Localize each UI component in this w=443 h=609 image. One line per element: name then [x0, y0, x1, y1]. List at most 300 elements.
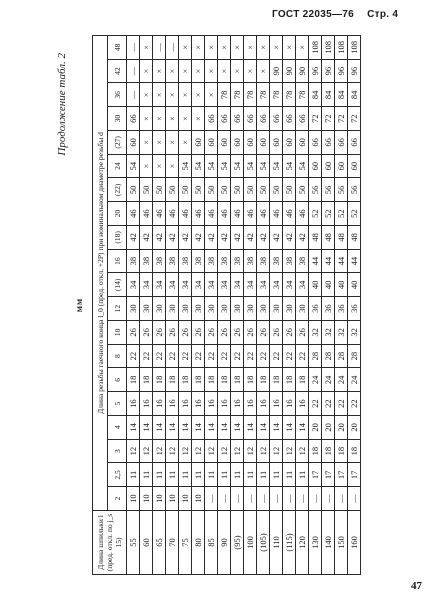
thread-length-cell: 11 — [283, 463, 296, 487]
table-row — [335, 36, 348, 575]
thread-length-cell: 12 — [179, 439, 192, 463]
thread-length-cell: 34 — [218, 273, 231, 297]
thread-length-cell: 60 — [244, 131, 257, 155]
thread-length-cell: 78 — [231, 83, 244, 107]
thread-length-cell: 14 — [296, 416, 309, 440]
thread-length-cell: 20 — [309, 416, 322, 440]
thread-length-cell: 17 — [335, 463, 348, 487]
diameter-header: (27) — [108, 131, 127, 155]
table-row — [296, 36, 309, 575]
thread-length-cell: 18 — [192, 368, 205, 392]
thread-length-cell: 66 — [348, 131, 361, 155]
thread-length-cell: 18 — [179, 368, 192, 392]
thread-length-cell: 12 — [140, 439, 153, 463]
thread-length-cell: 26 — [127, 321, 140, 345]
thread-length-cell: 16 — [192, 392, 205, 416]
thread-length-cell: 26 — [270, 321, 283, 345]
thread-length-cell: 56 — [335, 178, 348, 202]
diameter-header: 8 — [108, 344, 127, 368]
diameter-header: 6 — [108, 368, 127, 392]
thread-length-cell: 52 — [335, 202, 348, 226]
thread-length-cell: 60 — [309, 154, 322, 178]
thread-length-cell: 20 — [348, 416, 361, 440]
thread-length-cell: 12 — [205, 439, 218, 463]
thread-length-cell: 44 — [348, 249, 361, 273]
thread-length-cell: 12 — [166, 439, 179, 463]
thread-length-cell: 50 — [231, 178, 244, 202]
thread-length-cell: 30 — [244, 297, 257, 321]
thread-length-cell: 48 — [335, 226, 348, 250]
thread-length-cell: × — [153, 83, 166, 107]
thread-length-cell: 46 — [231, 202, 244, 226]
thread-length-cell: 46 — [218, 202, 231, 226]
thread-length-cell: × — [140, 83, 153, 107]
thread-length-cell: 28 — [309, 344, 322, 368]
thread-length-cell: 26 — [296, 321, 309, 345]
thread-length-cell: — — [270, 487, 283, 511]
thread-length-cell: — — [205, 487, 218, 511]
thread-length-cell: 46 — [205, 202, 218, 226]
table-body — [127, 36, 361, 575]
thread-length-cell: — — [231, 487, 244, 511]
thread-length-cell: 46 — [140, 202, 153, 226]
table-row — [322, 36, 335, 575]
thread-length-cell: 26 — [205, 321, 218, 345]
stud-length-cell: 80 — [192, 511, 205, 575]
thread-length-cell: 34 — [127, 273, 140, 297]
thread-length-cell: — — [335, 487, 348, 511]
thread-length-cell: 66 — [283, 107, 296, 131]
table-continuation-title: Продолжение табл. 2 — [56, 53, 68, 156]
thread-length-cell: 22 — [322, 392, 335, 416]
thread-length-cell: 50 — [166, 178, 179, 202]
thread-length-cell: 38 — [296, 249, 309, 273]
thread-length-cell: 11 — [192, 463, 205, 487]
span-header: Длина резьбы гаечного конца l_0 (пред. откл. +2P) при номинальном диаметре резьбы d — [93, 36, 108, 511]
thread-length-cell: 84 — [309, 83, 322, 107]
thread-length-cell: 72 — [322, 107, 335, 131]
thread-length-cell: 56 — [348, 178, 361, 202]
thread-length-cell: 42 — [270, 226, 283, 250]
thread-length-cell: × — [205, 59, 218, 83]
thread-length-cell: 84 — [335, 83, 348, 107]
thread-length-cell: × — [192, 36, 205, 60]
stud-length-cell: 55 — [127, 511, 140, 575]
thread-length-cell: × — [179, 36, 192, 60]
thread-length-cell: 66 — [335, 131, 348, 155]
thread-length-cell: 54 — [179, 154, 192, 178]
thread-length-cell: 54 — [127, 154, 140, 178]
thread-length-cell: 78 — [270, 83, 283, 107]
diameter-header: 24 — [108, 154, 127, 178]
thread-length-cell: 16 — [166, 392, 179, 416]
thread-length-cell: 36 — [309, 297, 322, 321]
thread-length-cell: 42 — [166, 226, 179, 250]
thread-length-cell: 14 — [283, 416, 296, 440]
thread-length-cell: 30 — [192, 297, 205, 321]
thread-length-cell: 52 — [309, 202, 322, 226]
thread-length-cell: 34 — [166, 273, 179, 297]
thread-length-cell: 50 — [296, 178, 309, 202]
thread-length-cell: 50 — [257, 178, 270, 202]
thread-length-cell: 66 — [127, 107, 140, 131]
thread-length-cell: 22 — [257, 344, 270, 368]
diameter-header: 30 — [108, 107, 127, 131]
table-row — [179, 36, 192, 575]
thread-length-cell: 34 — [192, 273, 205, 297]
stud-length-cell: 90 — [218, 511, 231, 575]
thread-length-cell: 46 — [192, 202, 205, 226]
thread-length-cell: 34 — [179, 273, 192, 297]
thread-length-cell: 22 — [140, 344, 153, 368]
thread-length-cell: 72 — [348, 107, 361, 131]
thread-length-cell: 14 — [140, 416, 153, 440]
thread-length-cell: 18 — [348, 439, 361, 463]
thread-length-cell: 30 — [153, 297, 166, 321]
thread-length-cell: × — [231, 36, 244, 60]
thread-length-cell: 44 — [322, 249, 335, 273]
thread-length-cell: × — [205, 83, 218, 107]
thread-length-cell: 54 — [283, 154, 296, 178]
thread-length-cell: 38 — [153, 249, 166, 273]
thread-length-cell: 16 — [205, 392, 218, 416]
thread-length-cell: 38 — [205, 249, 218, 273]
thread-length-cell: 42 — [192, 226, 205, 250]
thread-length-cell: 10 — [127, 487, 140, 511]
thread-length-cell: 46 — [283, 202, 296, 226]
thread-length-cell: 66 — [296, 107, 309, 131]
thread-length-cell: 10 — [166, 487, 179, 511]
thread-length-cell: 50 — [283, 178, 296, 202]
thread-length-cell: 26 — [257, 321, 270, 345]
thread-length-cell: 96 — [335, 59, 348, 83]
thread-length-cell: 60 — [335, 154, 348, 178]
diameter-header: (22) — [108, 178, 127, 202]
thread-length-cell: 66 — [205, 107, 218, 131]
thread-length-cell: 42 — [205, 226, 218, 250]
thread-length-cell: 22 — [218, 344, 231, 368]
thread-length-cell: 14 — [166, 416, 179, 440]
thread-length-cell: 42 — [257, 226, 270, 250]
thread-length-cell: 20 — [322, 416, 335, 440]
table-row — [244, 36, 257, 575]
thread-length-cell: — — [296, 487, 309, 511]
thread-length-cell: 18 — [283, 368, 296, 392]
table-row — [192, 36, 205, 575]
thread-length-cell: — — [166, 36, 179, 60]
thread-length-cell: 11 — [270, 463, 283, 487]
thread-length-cell: 30 — [205, 297, 218, 321]
thread-length-cell: 22 — [296, 344, 309, 368]
thread-length-cell: 66 — [309, 131, 322, 155]
thread-length-cell: 28 — [335, 344, 348, 368]
thread-length-cell: 38 — [140, 249, 153, 273]
thread-length-cell: × — [218, 59, 231, 83]
unit-label: мм — [74, 297, 84, 313]
thread-length-cell: × — [244, 36, 257, 60]
thread-length-cell: × — [153, 59, 166, 83]
thread-length-cell: 50 — [179, 178, 192, 202]
thread-length-cell: 52 — [348, 202, 361, 226]
thread-length-cell: 108 — [335, 36, 348, 60]
thread-length-cell: × — [140, 154, 153, 178]
thread-length-cell: 12 — [270, 439, 283, 463]
thread-length-cell: 38 — [270, 249, 283, 273]
thread-length-cell: × — [257, 59, 270, 83]
thread-length-cell: × — [192, 107, 205, 131]
diameter-header: 12 — [108, 297, 127, 321]
thread-length-cell: 18 — [244, 368, 257, 392]
thread-length-table — [92, 35, 361, 575]
thread-length-cell: 60 — [218, 131, 231, 155]
thread-length-cell: 60 — [322, 154, 335, 178]
thread-length-cell: 22 — [309, 392, 322, 416]
diameter-header: 48 — [108, 36, 127, 60]
thread-length-cell: 34 — [270, 273, 283, 297]
thread-length-cell: 30 — [127, 297, 140, 321]
thread-length-cell: 18 — [140, 368, 153, 392]
thread-length-cell: 12 — [296, 439, 309, 463]
thread-length-cell: 14 — [231, 416, 244, 440]
thread-length-cell: 108 — [348, 36, 361, 60]
stud-length-cell: 130 — [309, 511, 322, 575]
thread-length-cell: 26 — [231, 321, 244, 345]
thread-length-cell: 66 — [231, 107, 244, 131]
thread-length-cell: 54 — [218, 154, 231, 178]
thread-length-cell: 16 — [179, 392, 192, 416]
stud-length-cell: 65 — [153, 511, 166, 575]
thread-length-cell: 46 — [166, 202, 179, 226]
table-row — [166, 36, 179, 575]
thread-length-cell: × — [153, 131, 166, 155]
thread-length-cell: 22 — [179, 344, 192, 368]
thread-length-cell: 11 — [166, 463, 179, 487]
thread-length-cell: 78 — [244, 83, 257, 107]
thread-length-cell: 30 — [231, 297, 244, 321]
thread-length-cell: 22 — [270, 344, 283, 368]
stud-length-cell: 110 — [270, 511, 283, 575]
thread-length-cell: 50 — [127, 178, 140, 202]
thread-length-cell: 48 — [348, 226, 361, 250]
thread-length-cell: 108 — [309, 36, 322, 60]
stud-length-cell: 60 — [140, 511, 153, 575]
stud-length-cell: (105) — [257, 511, 270, 575]
thread-length-cell: 18 — [296, 368, 309, 392]
stud-length-cell: 75 — [179, 511, 192, 575]
corner-header: Длина шпильки l (пред. откл. по j_s 15) — [93, 511, 127, 575]
thread-length-cell: 46 — [244, 202, 257, 226]
stud-length-cell: 150 — [335, 511, 348, 575]
thread-length-cell: 34 — [140, 273, 153, 297]
thread-length-cell: 66 — [244, 107, 257, 131]
thread-length-cell: × — [205, 36, 218, 60]
thread-length-cell: 46 — [296, 202, 309, 226]
thread-length-cell: 78 — [257, 83, 270, 107]
thread-length-cell: 28 — [348, 344, 361, 368]
thread-length-cell: 36 — [348, 297, 361, 321]
thread-length-cell: 11 — [127, 463, 140, 487]
table-row — [127, 36, 140, 575]
thread-length-cell: 50 — [218, 178, 231, 202]
thread-length-cell: 56 — [322, 178, 335, 202]
thread-length-cell: 32 — [335, 321, 348, 345]
thread-length-cell: × — [192, 83, 205, 107]
thread-length-cell: × — [179, 83, 192, 107]
thread-length-cell: 30 — [166, 297, 179, 321]
thread-length-cell: 40 — [348, 273, 361, 297]
thread-length-cell: 60 — [348, 154, 361, 178]
thread-length-cell: 46 — [270, 202, 283, 226]
thread-length-cell: 14 — [153, 416, 166, 440]
thread-length-cell: 12 — [192, 439, 205, 463]
thread-length-cell: 50 — [205, 178, 218, 202]
thread-length-cell: 38 — [244, 249, 257, 273]
table-header-row-1 — [93, 36, 108, 575]
stud-length-cell: 120 — [296, 511, 309, 575]
thread-length-cell: 54 — [270, 154, 283, 178]
thread-length-cell: 12 — [218, 439, 231, 463]
thread-length-cell: 16 — [270, 392, 283, 416]
thread-length-cell: 16 — [257, 392, 270, 416]
thread-length-cell: 48 — [322, 226, 335, 250]
thread-length-cell: 34 — [283, 273, 296, 297]
thread-length-cell: 28 — [322, 344, 335, 368]
thread-length-cell: 50 — [244, 178, 257, 202]
thread-length-cell: 18 — [257, 368, 270, 392]
diameter-header: 2 — [108, 487, 127, 511]
diameter-header: 2,5 — [108, 463, 127, 487]
diameter-header: (18) — [108, 226, 127, 250]
thread-length-cell: 54 — [244, 154, 257, 178]
thread-length-cell: 96 — [309, 59, 322, 83]
thread-length-cell: 46 — [257, 202, 270, 226]
thread-length-cell: — — [127, 59, 140, 83]
stud-length-cell: 100 — [244, 511, 257, 575]
thread-length-cell: 14 — [257, 416, 270, 440]
thread-length-cell: — — [348, 487, 361, 511]
thread-length-cell: 12 — [257, 439, 270, 463]
thread-length-cell: 46 — [127, 202, 140, 226]
thread-length-cell: 26 — [166, 321, 179, 345]
thread-length-cell: 14 — [270, 416, 283, 440]
thread-length-cell: 54 — [192, 154, 205, 178]
thread-length-cell: 30 — [218, 297, 231, 321]
thread-length-cell: 24 — [322, 368, 335, 392]
thread-length-cell: 11 — [153, 463, 166, 487]
thread-length-cell: 34 — [244, 273, 257, 297]
table-row — [205, 36, 218, 575]
thread-length-cell: 12 — [244, 439, 257, 463]
thread-length-cell: × — [140, 59, 153, 83]
thread-length-cell: 26 — [218, 321, 231, 345]
thread-length-cell: 36 — [322, 297, 335, 321]
thread-length-cell: 11 — [296, 463, 309, 487]
thread-length-cell: 72 — [309, 107, 322, 131]
thread-length-cell: 14 — [218, 416, 231, 440]
thread-length-cell: 38 — [231, 249, 244, 273]
thread-length-cell: 44 — [309, 249, 322, 273]
thread-length-cell: 52 — [322, 202, 335, 226]
thread-length-cell: 40 — [322, 273, 335, 297]
thread-length-cell: 24 — [309, 368, 322, 392]
stud-length-cell: 85 — [205, 511, 218, 575]
stud-length-cell: (95) — [231, 511, 244, 575]
thread-length-cell: — — [322, 487, 335, 511]
thread-length-cell: 38 — [257, 249, 270, 273]
thread-length-cell: 96 — [322, 59, 335, 83]
thread-length-cell: — — [127, 83, 140, 107]
thread-length-cell: 22 — [231, 344, 244, 368]
thread-length-cell: — — [257, 487, 270, 511]
thread-length-cell: 54 — [296, 154, 309, 178]
thread-length-cell: 10 — [140, 487, 153, 511]
thread-length-cell: 50 — [270, 178, 283, 202]
thread-length-cell: 10 — [153, 487, 166, 511]
thread-length-cell: 38 — [283, 249, 296, 273]
thread-length-cell: 12 — [231, 439, 244, 463]
thread-length-cell: 26 — [179, 321, 192, 345]
thread-length-cell: 38 — [179, 249, 192, 273]
thread-length-cell: 60 — [296, 131, 309, 155]
thread-length-cell: 16 — [140, 392, 153, 416]
thread-length-cell: 60 — [257, 131, 270, 155]
thread-length-cell: 42 — [179, 226, 192, 250]
thread-length-cell: 14 — [127, 416, 140, 440]
thread-length-cell: 18 — [270, 368, 283, 392]
stud-length-cell: 70 — [166, 511, 179, 575]
thread-length-cell: × — [140, 107, 153, 131]
thread-length-cell: 26 — [283, 321, 296, 345]
thread-length-cell: 18 — [218, 368, 231, 392]
thread-length-cell: 14 — [192, 416, 205, 440]
thread-length-cell: × — [192, 59, 205, 83]
thread-length-cell: 16 — [231, 392, 244, 416]
thread-length-cell: 22 — [166, 344, 179, 368]
thread-length-cell: 22 — [283, 344, 296, 368]
thread-length-cell: 46 — [153, 202, 166, 226]
table-row — [309, 36, 322, 575]
thread-length-cell: 22 — [192, 344, 205, 368]
thread-length-cell: 11 — [244, 463, 257, 487]
thread-length-cell: 18 — [309, 439, 322, 463]
page-number: 47 — [411, 580, 422, 592]
thread-length-cell: 60 — [283, 131, 296, 155]
thread-length-cell: 30 — [283, 297, 296, 321]
thread-length-cell: × — [179, 59, 192, 83]
thread-length-cell: × — [166, 59, 179, 83]
table-row — [348, 36, 361, 575]
thread-length-cell: 66 — [322, 131, 335, 155]
diameter-header: 16 — [108, 249, 127, 273]
thread-length-cell: 30 — [270, 297, 283, 321]
thread-length-cell: 54 — [205, 154, 218, 178]
thread-length-cell: 18 — [166, 368, 179, 392]
thread-length-cell: 34 — [153, 273, 166, 297]
thread-length-cell: 18 — [231, 368, 244, 392]
thread-length-cell: × — [179, 107, 192, 131]
table-row — [218, 36, 231, 575]
thread-length-cell: × — [140, 36, 153, 60]
diameter-header: 5 — [108, 392, 127, 416]
thread-length-cell: 60 — [270, 131, 283, 155]
thread-length-cell: 78 — [296, 83, 309, 107]
thread-length-cell: 42 — [218, 226, 231, 250]
thread-length-cell: 16 — [218, 392, 231, 416]
diameter-header: 42 — [108, 59, 127, 83]
thread-length-cell: 16 — [244, 392, 257, 416]
thread-length-cell: 56 — [309, 178, 322, 202]
thread-length-cell: × — [153, 154, 166, 178]
